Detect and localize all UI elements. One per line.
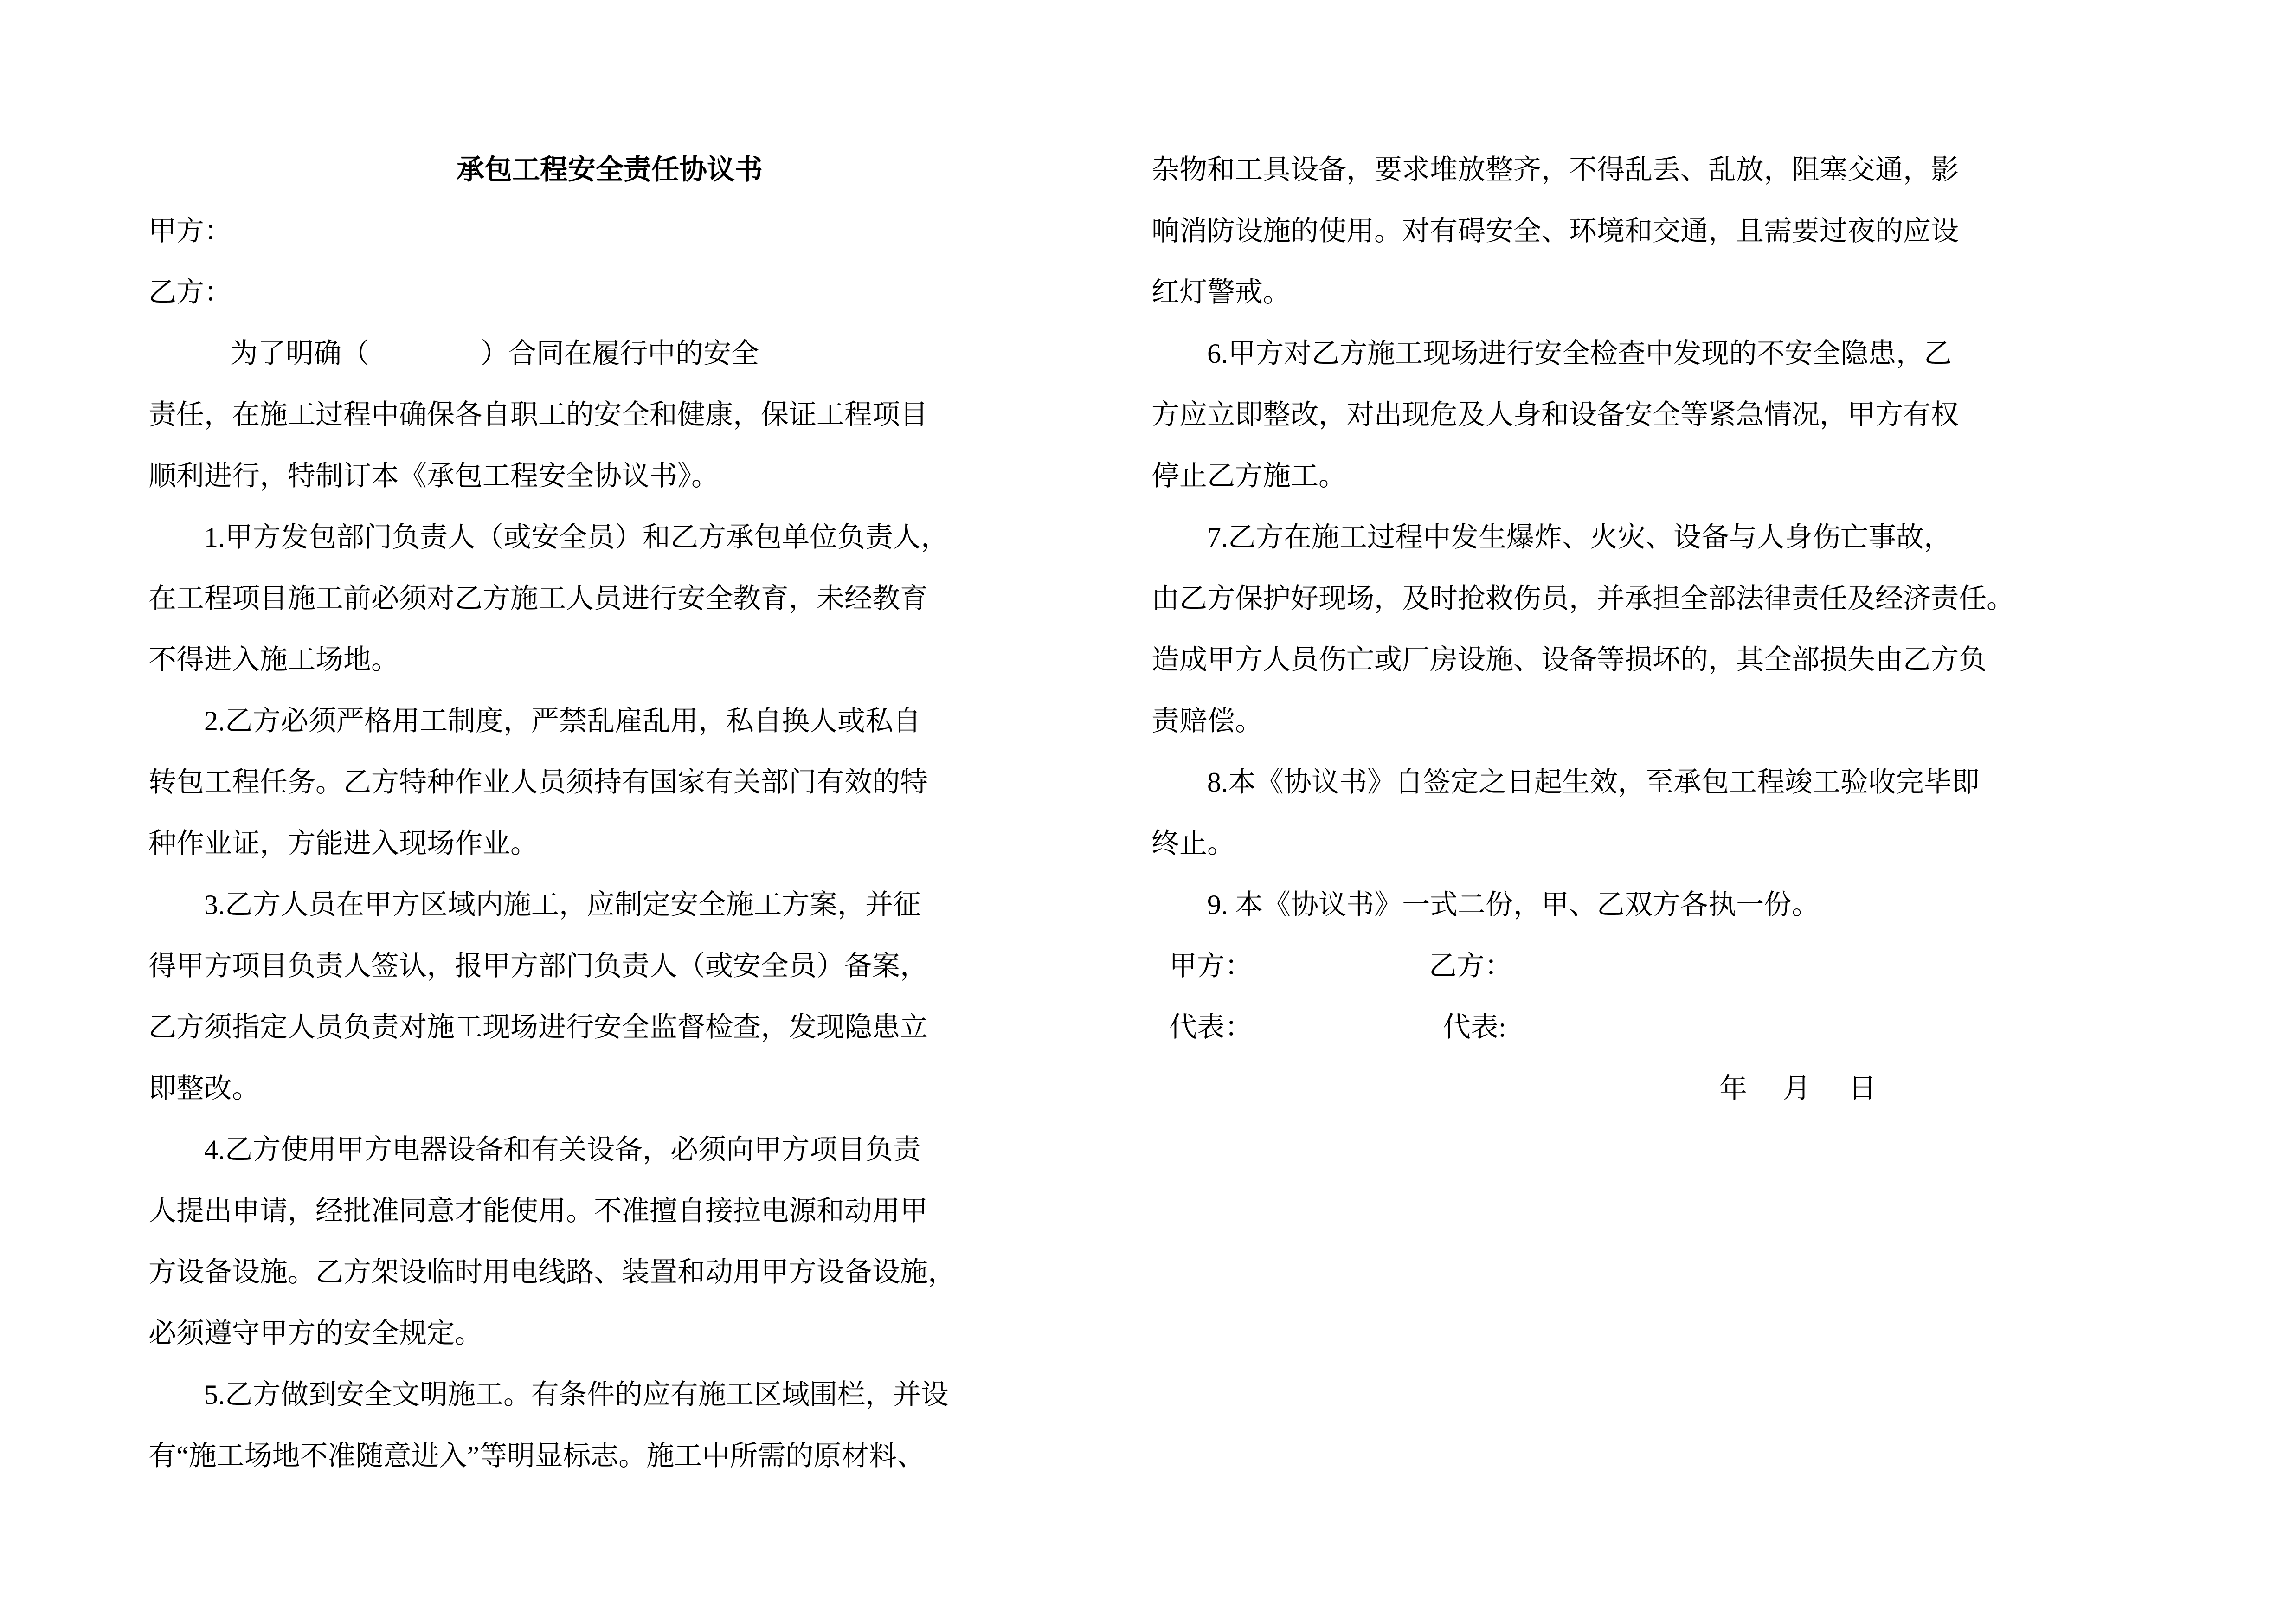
signature-representative-row (1151, 997, 2042, 1058)
document-title: 承包工程安全责任协议书 (457, 154, 763, 185)
paragraph-line: 乙方须指定人员负责对施工现场进行安全监督检查，发现隐患立 (148, 1012, 928, 1043)
clause-3-line: 3.乙方人员在甲方区域内施工，应制定安全施工方案，并征 (204, 889, 921, 920)
clause-6-line: 6.甲方对乙方施工现场进行安全检查中发现的不安全隐患，乙 (1207, 338, 1952, 369)
year-label: 年 (1719, 1073, 1747, 1104)
paragraph-line: 人提出申请，经批准同意才能使用。不准擅自接拉电源和动用甲 (148, 1196, 928, 1226)
day-label: 日 (1848, 1073, 1876, 1104)
clause-4-line: 4.乙方使用甲方电器设备和有关设备，必须向甲方项目负责 (204, 1134, 921, 1165)
paragraph-line: 即整改。 (148, 1073, 260, 1104)
paragraph-line: 顺利进行，特制订本《承包工程安全协议书》。 (148, 461, 719, 491)
rep-b-signature-label: 代表: (1443, 1012, 1506, 1043)
rep-a-signature-label: 代表： (1169, 1012, 1253, 1043)
left-column (148, 139, 974, 1487)
paragraph-line: 转包工程任务。乙方特种作业人员须持有国家有关部门有效的特 (148, 767, 928, 798)
paragraph-line: 责赔偿。 (1151, 706, 1263, 736)
paragraph-line: 为了明确（ ）合同在履行中的安全 (230, 338, 759, 369)
party-a-line: 甲方： (148, 216, 232, 246)
date-row (1151, 1058, 2042, 1119)
paragraph-line: 终止。 (1151, 828, 1235, 859)
party-b-signature-label: 乙方： (1429, 951, 1512, 981)
paragraph-line: 在工程项目施工前必须对乙方施工人员进行安全教育，未经教育 (148, 583, 928, 614)
paragraph-line: 杂物和工具设备，要求堆放整齐，不得乱丢、乱放，阻塞交通，影 (1151, 154, 1959, 185)
clause-8-line: 8.本《协议书》自签定之日起生效，至承包工程竣工验收完毕即 (1207, 767, 1980, 798)
paragraph-line: 不得进入施工场地。 (148, 644, 399, 675)
month-label: 月 (1783, 1073, 1811, 1104)
clause-1-line: 1.甲方发包部门负责人（或安全员）和乙方承包单位负责人， (204, 522, 949, 553)
paragraph-line: 得甲方项目负责人签认，报甲方部门负责人（或安全员）备案， (148, 951, 928, 981)
paragraph-line: 停止乙方施工。 (1151, 461, 1346, 491)
signature-party-row (1151, 935, 2042, 997)
paragraph-line: 有“施工场地不准随意进入”等明显标志。施工中所需的原材料、 (148, 1441, 925, 1471)
clause-2-line: 2.乙方必须严格用工制度，严禁乱雇乱用，私自换人或私自 (204, 706, 921, 736)
clause-5-line: 5.乙方做到安全文明施工。有条件的应有施工区域围栏，并设 (204, 1379, 949, 1410)
paragraph-line: 造成甲方人员伤亡或厂房设施、设备等损坏的，其全部损失由乙方负 (1151, 644, 1987, 675)
paragraph-line: 必须遵守甲方的安全规定。 (148, 1318, 482, 1349)
clause-9-line: 9. 本《协议书》一式二份，甲、乙双方各执一份。 (1207, 889, 1820, 920)
paragraph-line: 种作业证，方能进入现场作业。 (148, 828, 538, 859)
clause-7-line: 7.乙方在施工过程中发生爆炸、火灾、设备与人身伤亡事故， (1207, 522, 1952, 553)
paragraph-line: 方应立即整改，对出现危及人身和设备安全等紧急情况，甲方有权 (1151, 399, 1959, 430)
paragraph-line: 责任，在施工过程中确保各自职工的安全和健康，保证工程项目 (148, 399, 928, 430)
party-b-line: 乙方： (148, 277, 232, 308)
right-column (1151, 139, 2042, 1119)
paragraph-line: 响消防设施的使用。对有碍安全、环境和交通，且需要过夜的应设 (1151, 216, 1959, 246)
party-a-signature-label: 甲方： (1169, 951, 1253, 981)
paragraph-line: 红灯警戒。 (1151, 277, 1291, 308)
paragraph-line: 方设备设施。乙方架设临时用电线路、装置和动用甲方设备设施， (148, 1257, 956, 1287)
paragraph-line: 由乙方保护好现场，及时抢救伤员，并承担全部法律责任及经济责任。 (1151, 583, 2014, 614)
